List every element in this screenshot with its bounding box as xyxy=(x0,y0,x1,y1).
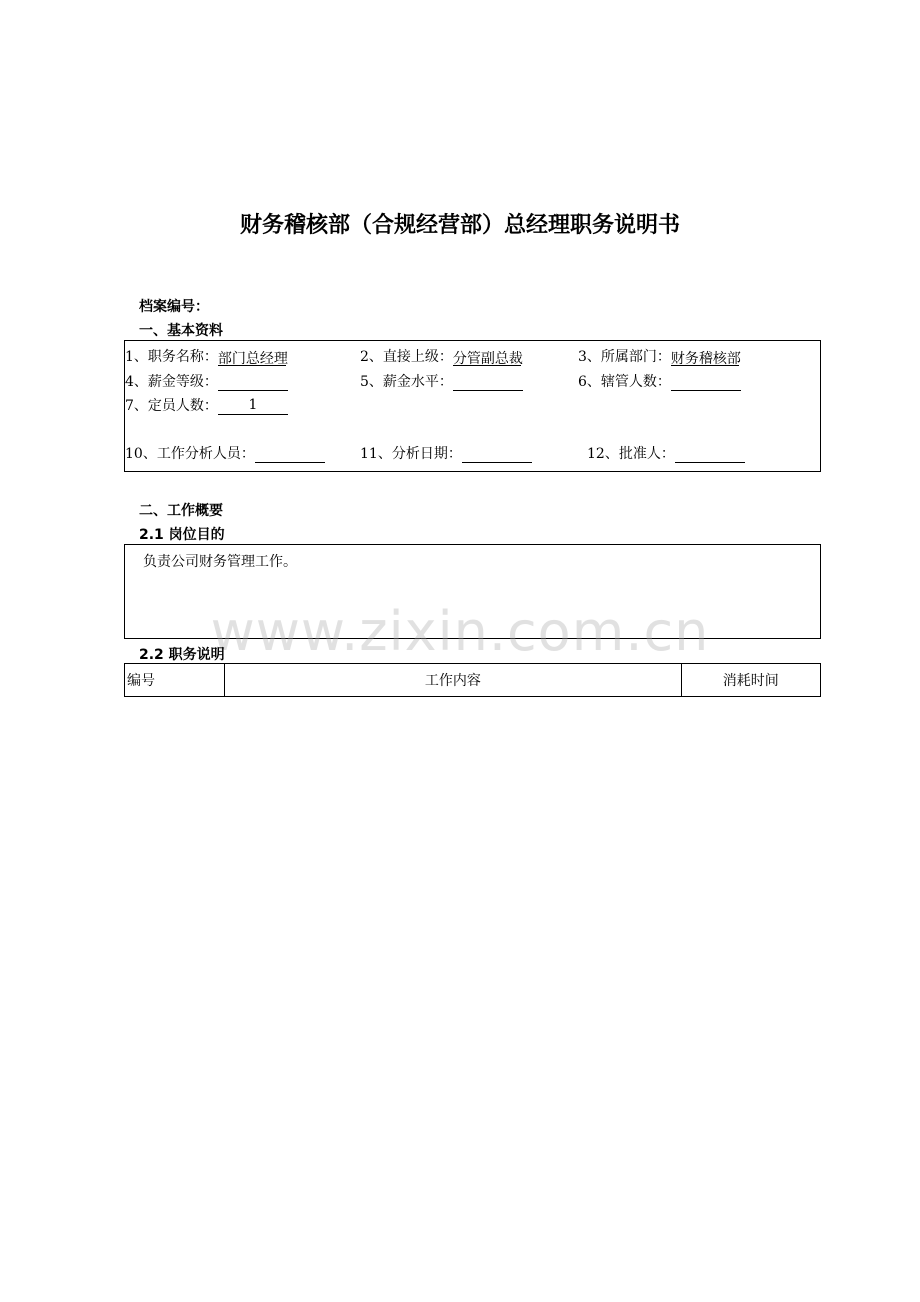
archive-number-label: 档案编号： xyxy=(139,299,209,315)
basic-info-box xyxy=(124,340,821,472)
field-label: 2、直接上级： xyxy=(360,349,453,365)
field-subordinates xyxy=(578,371,741,391)
field-job-title xyxy=(125,346,286,366)
field-label: 12、批准人： xyxy=(587,446,675,462)
field-label: 1、职务名称： xyxy=(125,349,218,365)
field-headcount xyxy=(125,395,288,415)
field-direct-superior xyxy=(360,346,521,366)
field-value: 财务稽核部 xyxy=(671,348,739,366)
field-department xyxy=(578,346,739,366)
field-value xyxy=(462,445,532,463)
field-label: 11、分析日期： xyxy=(360,446,462,462)
field-value xyxy=(255,445,325,463)
field-label: 7、定员人数： xyxy=(125,398,218,414)
watermark: www.zixin.com.cn xyxy=(210,600,710,663)
field-label: 5、薪金水平： xyxy=(360,374,453,390)
section-work-summary-heading: 二、工作概要 xyxy=(139,503,223,519)
field-salary-level xyxy=(360,371,523,391)
header-cell-number: 编号 xyxy=(125,664,225,697)
field-label: 4、薪金等级： xyxy=(125,374,218,390)
field-label: 10、工作分析人员： xyxy=(125,446,255,462)
field-value xyxy=(218,373,288,391)
position-purpose-text: 负责公司财务管理工作。 xyxy=(143,554,297,570)
duty-table xyxy=(124,663,821,697)
field-value: 1 xyxy=(218,397,288,415)
field-value: 部门总经理 xyxy=(218,348,286,366)
header-cell-work-content: 工作内容 xyxy=(225,664,681,697)
field-label: 3、所属部门： xyxy=(578,349,671,365)
header-cell-time-spent: 消耗时间 xyxy=(681,664,820,697)
field-approver xyxy=(587,443,745,463)
field-salary-grade xyxy=(125,371,288,391)
subsection-duty-description-heading: 2.2 职务说明 xyxy=(139,647,225,663)
subsection-position-purpose-heading: 2.1 岗位目的 xyxy=(139,527,225,543)
section-basic-info-heading: 一、基本资料 xyxy=(139,323,223,339)
table-header-row xyxy=(125,664,821,697)
field-analysis-date xyxy=(360,443,532,463)
field-analyst xyxy=(125,443,325,463)
field-value: 分管副总裁 xyxy=(453,348,521,366)
field-value xyxy=(671,373,741,391)
document-title: 财务稽核部（合规经营部）总经理职务说明书 xyxy=(239,213,680,238)
field-value xyxy=(675,445,745,463)
field-label: 6、辖管人数： xyxy=(578,374,671,390)
field-value xyxy=(453,373,523,391)
